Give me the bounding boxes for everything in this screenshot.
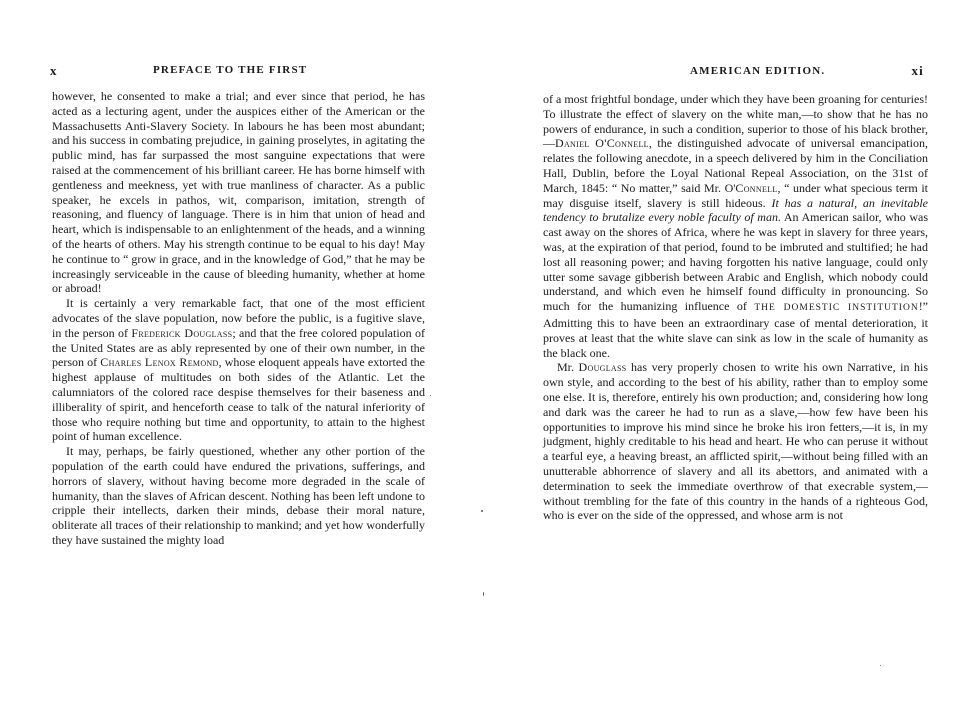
left-page-number: x — [50, 63, 58, 78]
text-run: , whose eloquent appeals have extorted the highest applause of multitudes on both sides of the Atlantic. Let the calumniators of the colored race despise themselves for their baseness and illiberality of spirit, and henceforth cease to talk of the natural inferiority of those who require nothing but time and opportunity, to attain to the highest point of human excellence. — [52, 355, 425, 444]
text-run: An American sailor, who was cast away on the shores of Africa, where he was kept in slavery for three years, was, at the expiration of that period, found to be imbruted and stultified; he had lost all reasoning power; and having forgotten his native language, could only utter some savage gibberish between Arabic and English, which nobody could understand, and which even he himself found difficulty in pronouncing. So much for the humanizing influence of — [543, 210, 928, 314]
text-run: has very properly chosen to write his own Narrative, in his own style, and according to the best of his ability, rather than to employ some one else. It is, therefore, entirely his own production; and, considering how long and dark was the career he had to run as a slave,—how few have been his opportunities to improve his mind since he broke his iron fetters,—it is, in my judgment, highly creditable to his head and heart. He who can peruse it without a tearful eye, a heaving breast, an afflicted spirit,—without being filled with an unutterable abhorrence of slavery and all its abettors, and animated with a determination to seek the immediate overthrow of that execrable system,—without trembling for the fate of this country in the hands of a righteous God, who is ever on the side of the oppressed, and whose arm is not — [543, 360, 928, 523]
right-running-title: AMERICAN EDITION. — [690, 65, 826, 77]
right-page-number: xi — [911, 63, 924, 78]
text-run: , the distinguished advocate of universal emancipation, relates the following anecdote, in a speech delivered by him in the Conciliation Hall, Dublin, before the Loyal National Repeal Association, on the 31st of March, 1845: “ No matter,” said Mr. O' — [543, 136, 928, 195]
paragraph — [543, 360, 928, 523]
text-run: It is certainly a very remarkable fact, that one of the most efficient advocates of the slave population, now before the public, is a fugitive slave, in the person of — [52, 296, 425, 340]
scan-speck — [430, 395, 431, 396]
text-run: It may, perhaps, be fairly questioned, whether any other portion of the population of the earth could have endured the privations, sufferings, and horrors of slavery, without having become more degraded in the scale of humanity, than the slaves of African descent. Nothing has been left undone to cripple their intellects, darken their minds, debase their moral nature, obliterate all traces of their relationship to mankind; and yet how wonderfully they have sustained the mighty load — [52, 444, 425, 547]
paragraph — [52, 89, 425, 296]
text-run: of a most frightful bondage, under which they have been groaning for centuries! To illustrate the effect of slavery on the white man,—to show that he has no powers of endurance, in such a condition, superior to those of his black brother,— — [543, 92, 928, 151]
left-page — [0, 0, 470, 727]
paragraph — [52, 296, 425, 444]
name-small-caps: THE DOMESTIC INSTITUTION — [754, 303, 919, 314]
text-run: however, he consented to make a trial; and ever since that period, he has acted as a lecturing agent, under the auspices either of the American or the Massachusetts Anti-Slavery Society. In labours he has been most abundant; and his success in combating prejudice, in gaining proselytes, in agitating the public mind, has far surpassed the most sanguine expectations that were raised at the commencement of his brilliant career. He has borne himself with gentleness and meekness, yet with true manliness of character. As a public speaker, he excels in pathos, wit, comparison, imitation, strength of reasoning, and fluency of language. There is in him that union of head and heart, which is indispensable to an enlightenment of the heads, and a winning of the hearts of others. May his strength continue to be equal to his day! May he continue to “ grow in grace, and in the knowledge of God,” that he may be increasingly serviceable in the cause of bleeding humanity, whether at home or abroad! — [52, 89, 425, 296]
left-body-text — [52, 89, 425, 548]
scan-speck — [483, 592, 484, 596]
text-run: ; and that the free colored population of the United States are as ably represented by one of their own number, in the person of — [52, 325, 426, 370]
name-small-caps: Frederick Douglass — [131, 325, 233, 340]
paragraph — [52, 444, 425, 548]
left-running-head — [50, 63, 430, 79]
text-run: !” Admitting this to have been an extraordinary case of mental deterioration, it proves at least that the white slave can sink as low in the scale of humanity as the black one. — [543, 299, 929, 360]
right-page — [490, 0, 980, 727]
scan-speck — [481, 510, 483, 512]
text-run: Mr. — [557, 360, 579, 375]
left-running-title: PREFACE TO THE FIRST — [153, 64, 308, 76]
scan-speck — [880, 665, 881, 666]
right-body-text — [543, 92, 928, 523]
name-small-caps: Douglass — [578, 360, 627, 375]
name-small-caps: Charles Lenox Remond — [100, 355, 219, 370]
italic-quote: It has a natural, an inevitable tendency to brutalize every noble faculty of man. — [543, 195, 929, 225]
name-small-caps: Daniel O'Connell — [555, 136, 649, 151]
text-run: , “ under what specious term it may disguise itself, slavery is still hideous. — [543, 180, 928, 210]
name-small-caps: Connell — [735, 180, 778, 195]
right-running-head — [532, 63, 924, 79]
paragraph — [543, 92, 928, 360]
